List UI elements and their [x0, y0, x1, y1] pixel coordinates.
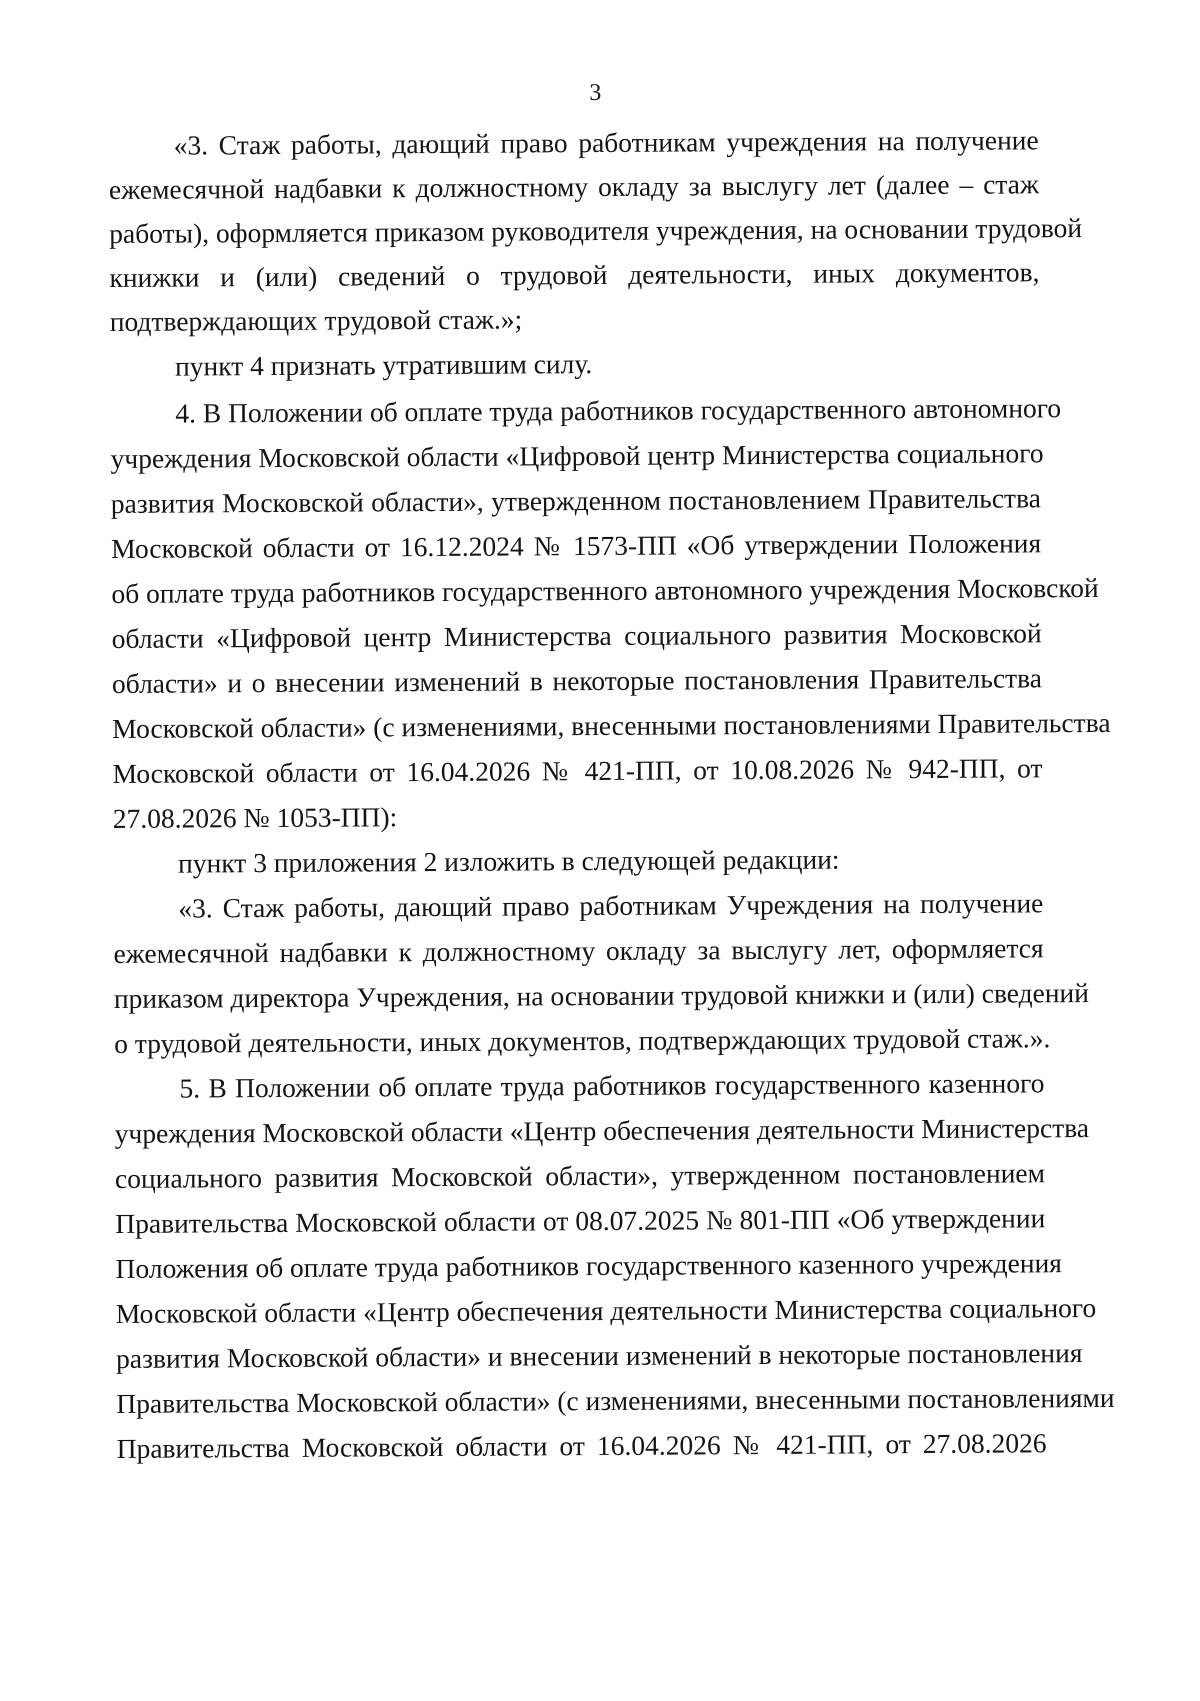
text-line: области» и о внесении изменений в некоторые постановления Правительства: [111, 662, 1043, 699]
text-line: об оплате труда работников государственного автономного учреждения Московской: [111, 571, 1099, 609]
text-line: Московской области от 16.04.2026 № 421-ПП, от 10.08.2026 № 942-ПП, от: [112, 752, 1043, 789]
text-line: развития Московской области» и внесении изменений в некоторые постановления: [116, 1337, 1083, 1374]
text-line: учреждения Московской области «Цифровой центр Министерства социального: [110, 437, 1044, 474]
text-line: 4. В Положении об оплате труда работников государственного автономного: [175, 392, 1062, 429]
text-line: учреждения Московской области «Центр обеспечения деятельности Министерства: [114, 1112, 1090, 1149]
text-line: пункт 4 признать утратившим силу.: [174, 348, 593, 382]
text-line: Московской области «Центр обеспечения деятельности Министерства социального: [115, 1291, 1097, 1329]
text-line: ежемесячной надбавки к должностному окладу за выслугу лет, оформляется: [113, 932, 1044, 969]
text-line: Правительства Московской области от 08.07.2025 № 801-ПП «Об утверждении: [115, 1202, 1046, 1239]
text-line: книжки и (или) сведений о трудовой деятельности, иных документов,: [109, 256, 1040, 293]
text-line: области «Цифровой центр Министерства социального развития Московской: [111, 617, 1042, 654]
text-line: «3. Стаж работы, дающий право работникам Учреждения на получение: [178, 887, 1044, 924]
text-line: «3. Стаж работы, дающий право работникам учреждения на получение: [173, 124, 1039, 161]
text-line: приказом директора Учреждения, на основании трудовой книжки и (или) сведений: [113, 977, 1090, 1014]
text-line: о трудовой деятельности, иных документов, подтверждающих трудовой стаж.».: [114, 1022, 1051, 1059]
text-line: ежемесячной надбавки к должностному окладу за выслугу лет (далее – стаж: [108, 168, 1040, 205]
text-line: подтверждающих трудовой стаж.»;: [109, 303, 523, 337]
text-line: Московской области» (с изменениями, внесенными постановлениями Правительства: [112, 706, 1111, 744]
text-line: социального развития Московской области», утвержденном постановлением: [114, 1157, 1046, 1194]
text-line: Правительства Московской области от 16.04.2026 № 421-ПП, от 27.08.2026: [116, 1427, 1047, 1464]
text-line: Московской области от 16.12.2024 № 1573-ПП «Об утверждении Положения: [111, 527, 1042, 564]
text-line: Положения об оплате труда работников государственного казенного учреждения: [115, 1247, 1062, 1284]
text-line: работы), оформляется приказом руководителя учреждения, на основании трудовой: [109, 212, 1083, 249]
text-line: Правительства Московской области» (с изменениями, внесенными постановлениями: [116, 1381, 1115, 1419]
text-line: 27.08.2026 № 1053-ПП):: [112, 801, 398, 834]
text-line: развития Московской области», утвержденном постановлением Правительства: [110, 482, 1041, 519]
text-line: 5. В Положении об оплате труда работников государственного казенного: [179, 1067, 1045, 1104]
page-number: 3: [589, 79, 602, 107]
text-line: пункт 3 приложения 2 изложить в следующей редакции:: [177, 843, 840, 879]
